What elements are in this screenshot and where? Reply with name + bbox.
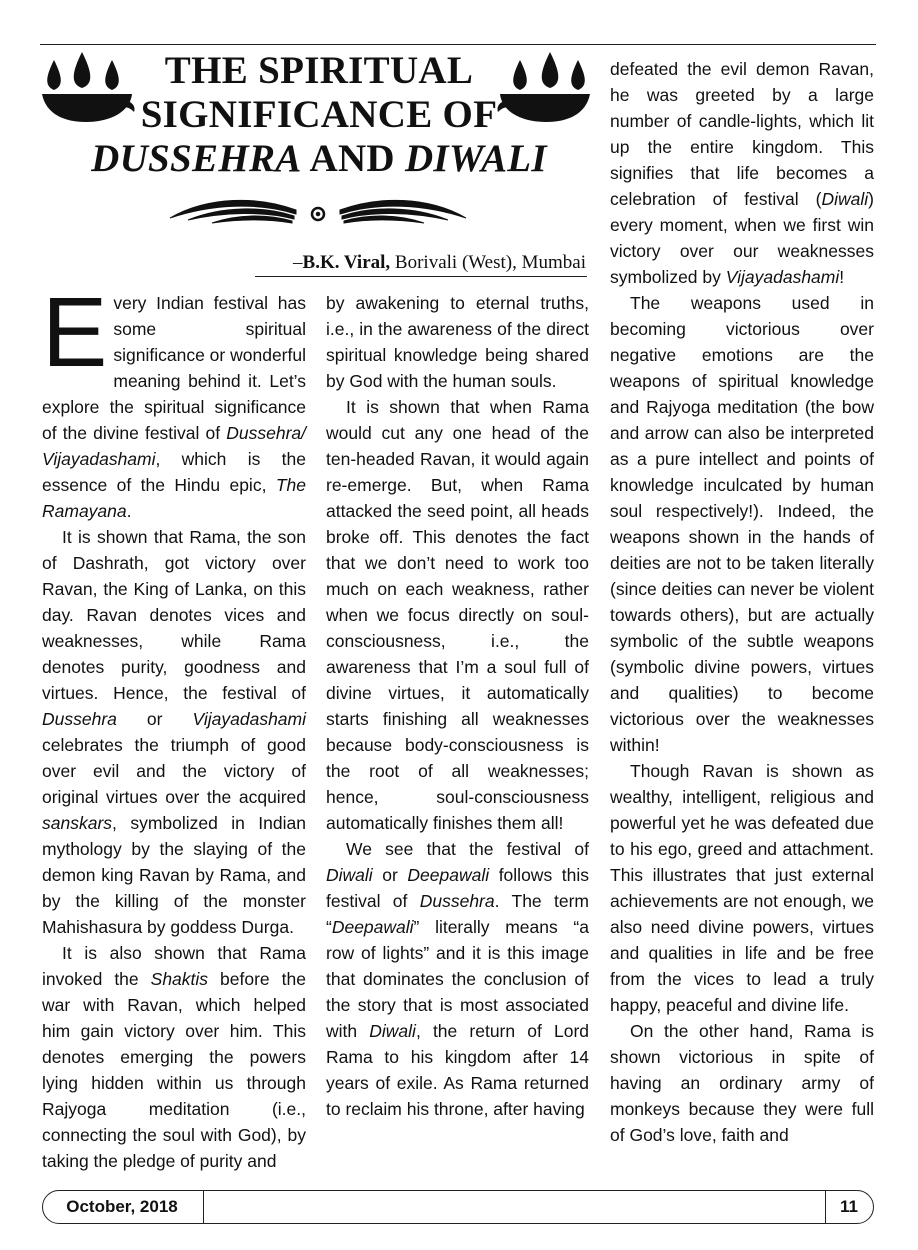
byline <box>220 252 586 274</box>
flourish-divider-icon <box>168 192 468 230</box>
paragraph-7: defeated the evil demon Ravan, he was greeted by a large number of candle-lights, which lit up the entire kingdom. This signifies that life becomes a celebration of festival (Diwali) every moment, when we first win victory over our weaknesses symbolized by Vijayadashami! <box>610 59 874 287</box>
paragraph-1: Every Indian festival has some spiritual significance or wonderful meaning behind it. Let’s explore the spiritual significance of the divine festival of Dussehra/ Vijayadashami, which is the essence of the Hindu epic, The Ramayana. <box>42 277 306 521</box>
paragraph-3: It is also shown that Rama invoked the Shaktis before the war with Ravan, which helped him gain victory over him. This denotes emerging the powers lying hidden within us through Rajyoga meditation (i.e., connecting the soul with God), by taking the pledge of purity and <box>42 943 306 1171</box>
footer-divider <box>203 1190 204 1224</box>
footer-issue-date: October, 2018 <box>66 1197 178 1216</box>
paragraph-2: It is shown that Rama, the son of Dashrath, got victory over Ravan, the King of Lanka, on this day. Ravan denotes vices and weaknesses, while Rama denotes purity, goodness and virtues. Hence, the festival of Dussehra or Vijayadashami celebrates the triumph of good over evil and the victory of original virtues over the acquired sanskars, symbolized in Indian mythology by the slaying of the demon king Ravan by Rama, and by the killing of the monster Mahishasura by goddess Durga. <box>42 527 306 937</box>
byline-dash: – <box>293 252 303 273</box>
page-title-line-1: THE SPIRITUAL <box>164 49 474 92</box>
title-diwali: DIWALI <box>404 137 547 180</box>
paragraph-5: It is shown that when Rama would cut any one head of the ten-headed Ravan, it would again re-emerge. But, when Rama attacked the seed point, all heads broke off. This denotes the fact that we don’t need to work too much on each weakness, rather when we focus directly on soul-consciousness, i.e., the awareness that I’m a soul full of divine virtues, it automatically starts finishing all weaknesses because body-consciousness is the root of all weaknesses; hence, soul-consciousness automatically finishes them all! <box>326 397 589 833</box>
paragraph-9: Though Ravan is shown as wealthy, intelligent, religious and powerful yet he was defeated due to his ego, greed and attachment. This illustrates that just external achievements are not enough, we also need divine powers, virtues and qualities in life and be free from the vices to lead a truly happy, peaceful and divine life. <box>610 761 874 1015</box>
article-column-2 <box>326 290 589 1122</box>
page-title-line-2: SIGNIFICANCE OF <box>140 93 498 136</box>
byline-rule <box>255 276 587 277</box>
page-number: 11 <box>840 1197 858 1216</box>
article-column-1 <box>42 277 306 1174</box>
paragraph-8: The weapons used in becoming victorious over negative emotions are the weapons of spiritual knowledge and Rajyoga meditation (the bow and arrow can also be interpreted as a pure intellect and points of knowledge inculcated by human soul respectively!). Indeed, the weapons shown in the hands of deities are not to be taken literally (since deities can never be violent towards others), but are actually symbolic of the subtle weapons (symbolic divine powers, virtues and qualities) to become victorious over the weaknesses within! <box>610 293 874 755</box>
drop-cap: E <box>42 277 108 387</box>
title-and: AND <box>301 137 405 180</box>
paragraph-10: On the other hand, Rama is shown victorious in spite of having an ordinary army of monkeys because they were full of God’s love, faith and <box>610 1021 874 1145</box>
page-footer <box>42 1190 874 1224</box>
title-dussehra: DUSSEHRA <box>91 137 302 180</box>
paragraph-6: We see that the festival of Diwali or Deepawali follows this festival of Dussehra. The term “Deepawali” literally means “a row of lights” and it is this image that dominates the conclusion of the story that is most associated with Diwali, the return of Lord Rama to his kingdom after 14 years of exile. As Rama returned to reclaim his throne, after having <box>326 839 590 1119</box>
paragraph-4: by awakening to eternal truths, i.e., in the awareness of the direct spiritual knowledge being shared by God with the human souls. <box>326 293 589 391</box>
byline-author: B.K. Viral, <box>302 252 391 273</box>
article-column-3 <box>610 56 874 1148</box>
title-block <box>40 44 598 282</box>
byline-place: Borivali (West), Mumbai <box>390 252 586 273</box>
page-title-line-3 <box>40 136 598 181</box>
